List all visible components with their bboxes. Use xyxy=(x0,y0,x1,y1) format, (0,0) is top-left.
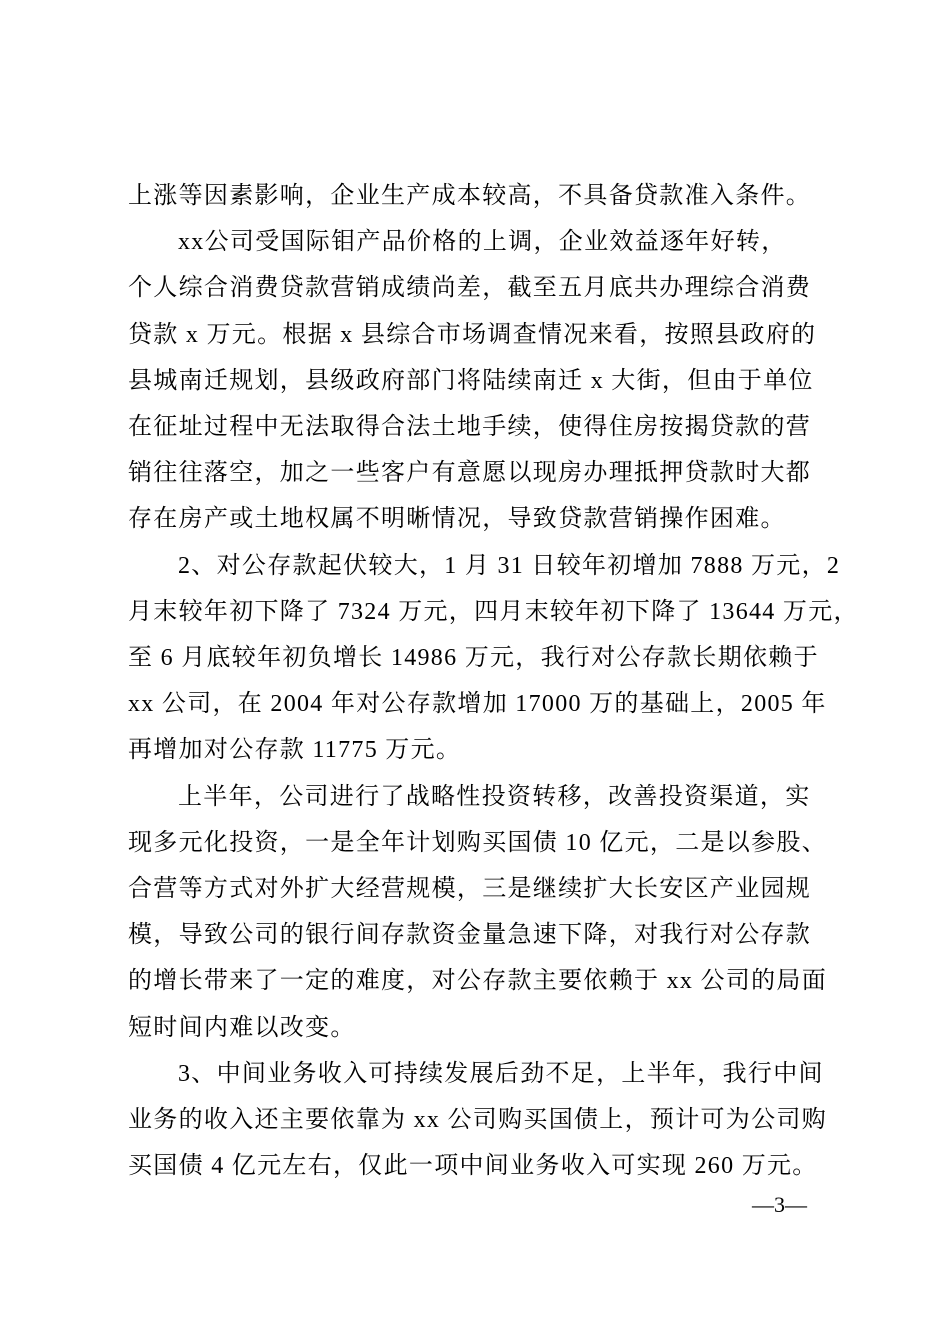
paragraph-line: 2、对公存款起伏较大，1 月 31 日较年初增加 7888 万元，2 xyxy=(178,553,841,579)
paragraph-line: 县城南迁规划，县级政府部门将陆续南迁 x 大街，但由于单位 xyxy=(128,368,814,394)
paragraph-line: 至 6 月底较年初负增长 14986 万元，我行对公存款长期依赖于 xyxy=(128,645,819,671)
paragraph-line: 合营等方式对外扩大经营规模，三是继续扩大长安区产业园规 xyxy=(128,876,812,902)
paragraph-line: 上涨等因素影响，企业生产成本较高，不具备贷款准入条件。 xyxy=(128,183,812,209)
paragraph-line: 在征址过程中无法取得合法土地手续，使得住房按揭贷款的营 xyxy=(128,414,812,440)
paragraph-line: xx公司受国际钼产品价格的上调，企业效益逐年好转， xyxy=(178,229,787,255)
paragraph-line: 个人综合消费贷款营销成绩尚差，截至五月底共办理综合消费 xyxy=(128,275,812,301)
paragraph-line: 贷款 x 万元。根据 x 县综合市场调查情况来看，按照县政府的 xyxy=(128,322,817,348)
paragraph-line: 的增长带来了一定的难度，对公存款主要依赖于 xx 公司的局面 xyxy=(128,968,827,994)
paragraph-line: 现多元化投资，一是全年计划购买国债 10 亿元，二是以参股、 xyxy=(128,830,827,856)
paragraph-line: 月末较年初下降了 7324 万元，四月末较年初下降了 13644 万元， xyxy=(128,599,859,625)
paragraph-line: 模，导致公司的银行间存款资金量急速下降，对我行对公存款 xyxy=(128,922,812,948)
paragraph-line: 上半年，公司进行了战略性投资转移，改善投资渠道，实 xyxy=(178,784,811,810)
page-number: —3— xyxy=(752,1192,807,1217)
paragraph-line: 买国债 4 亿元左右，仅此一项中间业务收入可实现 260 万元。 xyxy=(128,1153,818,1179)
paragraph-line: 业务的收入还主要依靠为 xx 公司购买国债上，预计可为公司购 xyxy=(128,1107,827,1133)
paragraph-line: xx 公司，在 2004 年对公存款增加 17000 万的基础上，2005 年 xyxy=(128,691,827,717)
paragraph-line: 存在房产或土地权属不明晰情况，导致贷款营销操作困难。 xyxy=(128,506,786,532)
paragraph-line: 短时间内难以改变。 xyxy=(128,1015,356,1041)
paragraph-line: 3、中间业务收入可持续发展后劲不足，上半年，我行中间 xyxy=(178,1061,824,1087)
paragraph-line: 再增加对公存款 11775 万元。 xyxy=(128,737,462,763)
paragraph-line: 销往往落空，加之一些客户有意愿以现房办理抵押贷款时大都 xyxy=(128,460,812,486)
